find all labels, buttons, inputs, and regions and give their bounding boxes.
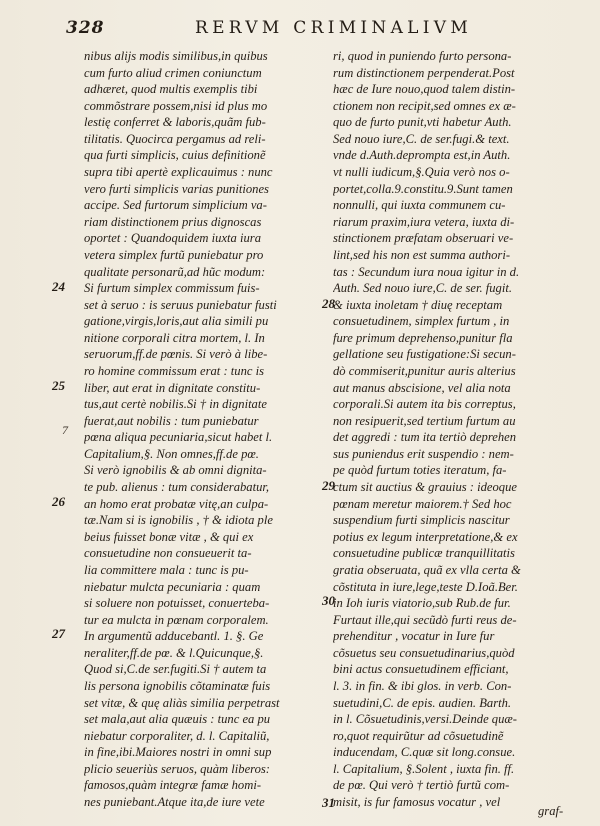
left-column-line: liber, aut erat in dignitate constitu-	[84, 380, 261, 395]
right-column-line: sus puniendus erit suspendio : nem-	[333, 446, 514, 461]
margin-number-27: 27	[52, 626, 65, 641]
page-header	[0, 14, 600, 40]
left-column-line: beius fuisset bonæ vitæ , & qui ex	[84, 529, 254, 544]
margin-number-26: 26	[52, 494, 65, 509]
right-column-line: quo de furto punit,vti habetur Auth.	[333, 115, 512, 130]
left-column-line: tus,aut certè nobilis.Si † in dignitate	[84, 397, 267, 412]
left-column-line: Si verò ignobilis & ab omni dignita-	[84, 463, 267, 478]
right-column-line: lint,sed his non est summa authori-	[333, 247, 511, 262]
left-column-line: lestię conferret & laboris,quãm fub-	[84, 115, 266, 130]
left-column-line: gatione,virgis,loris,aut alia simili pu	[84, 314, 269, 329]
left-column-line: tilitatis. Quocirca pergamus ad reli-	[84, 131, 266, 146]
margin-number-25: 25	[52, 378, 65, 393]
right-column-line: det aggredi : tum ita tertiò deprehen	[333, 430, 517, 445]
left-column-line: riam distinctionem prius dignoscas	[84, 214, 262, 229]
right-column-line: de pœ. Qui verò † tertiò furtũ com-	[333, 778, 510, 793]
left-column-line: In argumentũ adducebantl. 1. §. Ge	[84, 629, 264, 644]
right-column-line: riarum praxim,iura vetera, iuxta di-	[333, 214, 515, 229]
left-column-line: nibus alijs modis similibus,in quibus	[84, 49, 268, 63]
right-column-line: l. 3. in fin. & ibi glos. in verb. Con-	[333, 678, 512, 693]
margin-number-30: 30	[322, 593, 335, 608]
left-column-line: Quod si,C.de ser.fugiti.Si † autem ta	[84, 662, 267, 677]
left-column-line: famosos,quàm integræ famæ homi-	[84, 778, 262, 793]
right-column-line: misit, is fur famosus vocatur , vel	[333, 795, 501, 810]
left-column-line: pœna aliqua pecuniaria,sicut habet l.	[84, 430, 273, 445]
margin-stray-mark: 7	[62, 423, 68, 437]
right-column-line: dò commiserit,punitur auris alterius	[333, 363, 516, 378]
left-column-line: plicio seueriùs seruos, quàm liberos:	[84, 761, 270, 776]
right-column-line: rum distinctionem perpenderat.Post	[333, 65, 515, 80]
left-column-line: cum furto aliud crimen coniunctum	[84, 65, 262, 80]
right-column-line: fure primum deprehenso,punitur fla	[333, 330, 513, 345]
left-column-line: nitione corporali citra mortem, l. In	[84, 330, 265, 345]
margin-number-31: 31	[322, 795, 335, 810]
right-text-column	[333, 48, 583, 811]
right-column-line: in l. Cõsuetudinis,versi.Deinde quæ-	[333, 712, 517, 727]
right-column-line: consuetudine publicæ tranquillitatis	[333, 546, 515, 561]
left-column-line: ro homine commissum erat : tunc is	[84, 363, 265, 378]
left-column-line: set mala,aut alia quæuis : tunc ea pu	[84, 712, 271, 727]
right-column-line: consuetudinem, simplex furtum , in	[333, 314, 510, 329]
right-column-line: Furtaut ille,qui secũdò furti reus de-	[333, 612, 517, 627]
right-column-line: Auth. Sed nouo iure,C. de ser. fugit.	[333, 281, 512, 296]
right-column-line: l. Capitalium, §.Solent , iuxta fin. ff.	[333, 761, 515, 776]
right-column-line: aut manus abscisione, vel alia nota	[333, 380, 511, 395]
right-column-line: tas : Secundum iura noua igitur in d.	[333, 264, 520, 279]
left-column-line: an homo erat probatæ vitę,an culpa-	[84, 496, 269, 511]
left-column-line: qualitate personarũ,ad hũc modum:	[84, 264, 266, 279]
right-column-line: portet,colla.9.constitu.9.Sunt tamen	[333, 181, 513, 196]
right-column-line: pe quòd furtum toties iteratum, fa-	[333, 463, 507, 478]
left-column-line: vetera simplex furtũ puniebatur pro	[84, 247, 264, 262]
left-column-line: adhæret, quod multis exemplis tibi	[84, 82, 258, 97]
left-column-line: oportet : Quandoquidem iuxta iura	[84, 231, 261, 246]
right-column-line: ctum sit auctius & grauius : ideoque	[333, 480, 517, 495]
right-column-line: stinctionem præfatam obseruari ve-	[333, 231, 514, 246]
left-column-line: supra tibi apertè explicauimus : nunc	[84, 165, 273, 180]
left-column-line: in fine,ibi.Maiores nostri in omni sup	[84, 745, 272, 760]
catchword: graf-	[538, 804, 564, 818]
right-column-line: bini actus consuetudinem efficiant,	[333, 662, 509, 677]
left-column-line: set à seruo : is seruus puniebatur fusti	[84, 297, 277, 312]
left-column-line: lis persona ignobilis cõtaminatæ fuis	[84, 678, 271, 693]
left-column-line: consuetudine non consueuerit ta-	[84, 546, 252, 561]
right-column-line: vnde d.Auth.deprompta est,in Auth.	[333, 148, 511, 163]
left-column-line: tæ.Nam si is ignobilis , † & idiota ple	[84, 513, 273, 528]
left-column-line: seruorum,ff.de pœnis. Si verò à libe-	[84, 347, 268, 362]
right-column-line: prehenditur , vocatur in Iure fur	[333, 629, 495, 644]
left-column-line: vero furti simplicis varias punitiones	[84, 181, 269, 196]
right-column-line: Sed nouo iure,C. de ser.fugi.& text.	[333, 131, 510, 146]
right-column-line: nonnulli, qui iuxta communem cu-	[333, 198, 506, 213]
left-column-line: Si furtum simplex commissum fuis-	[84, 281, 260, 296]
right-column-line: cõstituta in iure,lege,teste D.Ioã.Ber.	[333, 579, 518, 594]
right-column-line: cõsuetus seu consuetudinarius,quòd	[333, 645, 515, 660]
left-column-line: lia committere mala : tunc is pu-	[84, 562, 249, 577]
left-text-column	[84, 48, 332, 811]
right-column-line: pœnam meretur maiorem.† Sed hoc	[333, 496, 512, 511]
right-column-line: non resipuerit,sed tertium furtum au	[333, 413, 516, 428]
left-column-line: accipe. Sed furtorum simplicium va-	[84, 198, 267, 213]
left-column-line: si soluere non potuisset, conuerteba-	[84, 596, 270, 611]
right-column-line: vt nulli iudicum,§.Quia verò nos o-	[333, 165, 510, 180]
right-column-line: ctionem non recipit,sed omnes ex æ-	[333, 98, 516, 113]
right-column-line: ro,quot requirũtur ad cõsuetudinẽ	[333, 728, 504, 743]
right-column-line: suetudini,C. de epis. audien. Barth.	[333, 695, 512, 710]
left-column-line: qua furti simplicis, cuius definitionẽ	[84, 148, 266, 163]
left-column-line: commõstrare possem,nisi id plus mo	[84, 98, 268, 113]
running-title: RERVM CRIMINALIVM	[195, 18, 473, 38]
left-column-line: te pub. alienus : tum considerabatur,	[84, 480, 270, 495]
right-column-line: potius ex legum interpretatione,& ex	[333, 529, 518, 544]
left-column-line: niebatur mulcta pecuniaria : quam	[84, 579, 261, 594]
left-column-line: tur ea mulcta in pœnam corporalem.	[84, 612, 269, 627]
left-column-line: neraliter,ff.de pœ. & l.Quicunque,§.	[84, 645, 264, 660]
right-column-line: & iuxta inoletam † diuę receptam	[333, 297, 503, 312]
margin-number-28: 28	[322, 296, 335, 311]
right-column-line: corporali.Si autem ita bis correptus,	[333, 397, 516, 412]
margin-number-29: 29	[322, 478, 335, 493]
right-column-line: gellatione seu fustigatione:Si secun-	[333, 347, 516, 362]
right-column-line: ri, quod in puniendo furto persona-	[333, 49, 512, 63]
right-column-line: in Ioh iuris viatorio,sub Rub.de fur.	[333, 596, 511, 611]
margin-number-24: 24	[52, 279, 65, 294]
right-column-line: inducendam, C.quæ sit long.consue.	[333, 745, 516, 760]
right-column-line: suspendium furti simplicis nascitur	[333, 513, 510, 528]
page-number: 328	[66, 18, 105, 38]
right-column-line: gratia obseruata, quã ex vlla certa &	[333, 562, 521, 577]
left-column-line: fuerat,aut nobilis : tum puniebatur	[84, 413, 259, 428]
right-column-line: hæc de Iure nouo,quod talem distin-	[333, 82, 516, 97]
left-column-line: niebatur corporaliter, d. l. Capitaliũ,	[84, 728, 270, 743]
left-column-line: Capitalium,§. Non omnes,ff.de pœ.	[84, 446, 259, 461]
left-column-line: nes puniebant.Atque ita,de iure vete	[84, 795, 265, 810]
left-column-line: set vitæ, & quę aliàs similia perpetrast	[84, 695, 280, 710]
